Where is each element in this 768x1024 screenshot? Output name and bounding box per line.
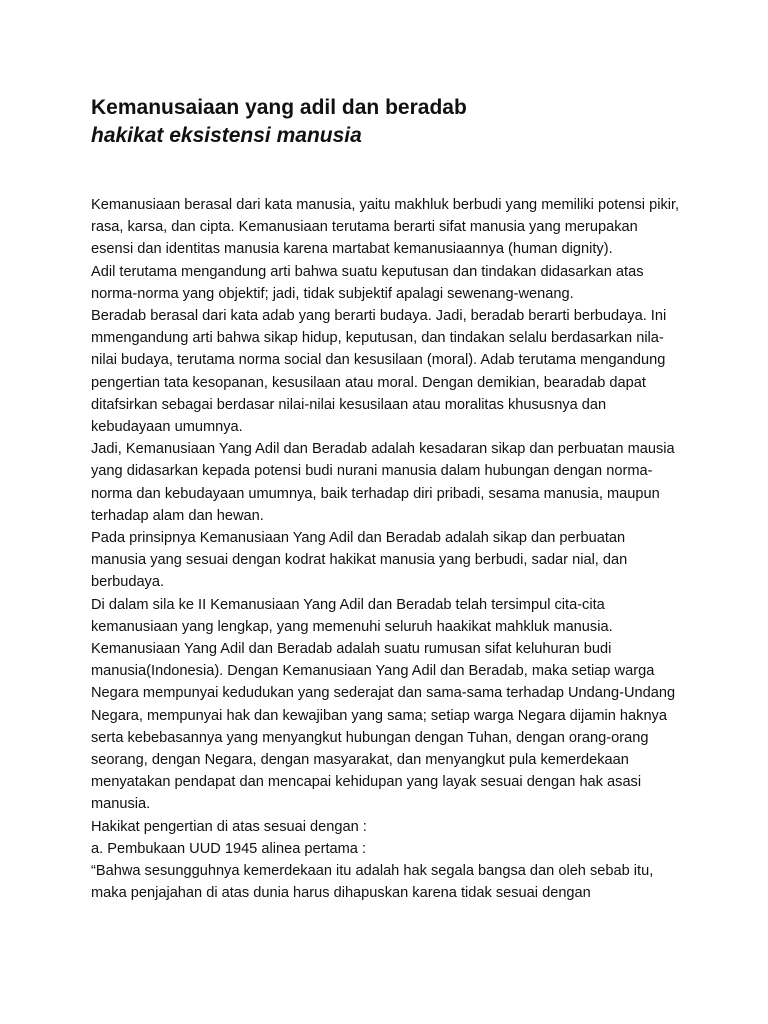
paragraph-hakikat: Hakikat pengertian di atas sesuai dengan :	[91, 818, 367, 835]
paragraph-jadi: Jadi, Kemanusiaan Yang Adil dan Beradab adalah kesadaran sikap dan perbuatan mausia yang didasarkan kepada potensi budi nurani manusia dalam hubungan dengan norma-norma dan kebudayaan umumnya, baik terhadap diri pribadi, sesama manusia, maupun terhadap alam dan hewan.	[91, 441, 675, 524]
document-title: Kemanusaiaan yang adil dan beradab	[91, 96, 467, 119]
document-body	[91, 194, 681, 905]
paragraph-beradab: Beradab berasal dari kata adab yang berarti budaya. Jadi, beradab berarti berbudaya. Ini mmengandung arti bahwa sikap hidup, keputusan, dan tindakan selalu berdasarkan nila-nilai budaya, terutama norma social dan kesusilaan (moral). Adab terutama mengandung pengertian tata kesopanan, kesusilaan atau moral. Dengan demikian, bearadab dapat ditafsirkan sebagai berdasar nilai-nilai kesusilaan atau moralitas khususnya dan kebudayaan umumnya.	[91, 308, 667, 436]
paragraph-prinsip: Pada prinsipnya Kemanusiaan Yang Adil dan Beradab adalah sikap dan perbuatan manusia yang sesuai dengan kodrat hakikat manusia yang berbudi, sadar nial, dan berbudaya.	[91, 530, 628, 591]
paragraph-kemanusiaan: Kemanusiaan berasal dari kata manusia, yaitu makhluk berbudi yang memiliki potensi pikir, rasa, karsa, dan cipta. Kemanusiaan terutama berarti sifat manusia yang merupakan esensi dan identitas manusia karena martabat kemanusiaannya (human dignity).	[91, 197, 680, 258]
document-page	[91, 94, 681, 905]
document-subtitle: hakikat eksistensi manusia	[91, 124, 362, 147]
paragraph-pembukaan: a. Pembukaan UUD 1945 alinea pertama :	[91, 840, 367, 857]
paragraph-quote: “Bahwa sesungguhnya kemerdekaan itu adalah hak segala bangsa dan oleh sebab itu, maka penjajahan di atas dunia harus dihapuskan karena tidak sesuai dengan	[91, 863, 654, 902]
paragraph-adil: Adil terutama mengandung arti bahwa suatu keputusan dan tindakan didasarkan atas norma-norma yang objektif; jadi, tidak subjektif apalagi sewenang-wenang.	[91, 263, 644, 302]
paragraph-sila-ke-ii: Di dalam sila ke II Kemanusiaan Yang Adil dan Beradab telah tersimpul cita-cita kemanusiaan yang lengkap, yang memenuhi seluruh haakikat mahkluk manusia. Kemanusiaan Yang Adil dan Beradab adalah suatu rumusan sifat keluhuran budi manusia(Indonesia). Dengan Kemanusiaan Yang Adil dan Beradab, maka setiap warga Negara mempunyai kedudukan yang sederajat dan sama-sama terhadap Undang-Undang Negara, mempunyai hak dan kewajiban yang sama; setiap warga Negara dijamin haknya serta kebebasannya yang menyangkut hubungan dengan Tuhan, dengan orang-orang seorang, dengan Negara, dengan masyarakat, dan menyangkut pula kemerdekaan menyatakan pendapat dan mencapai kehidupan yang layak sesuai dengan hak asasi manusia.	[91, 596, 676, 813]
